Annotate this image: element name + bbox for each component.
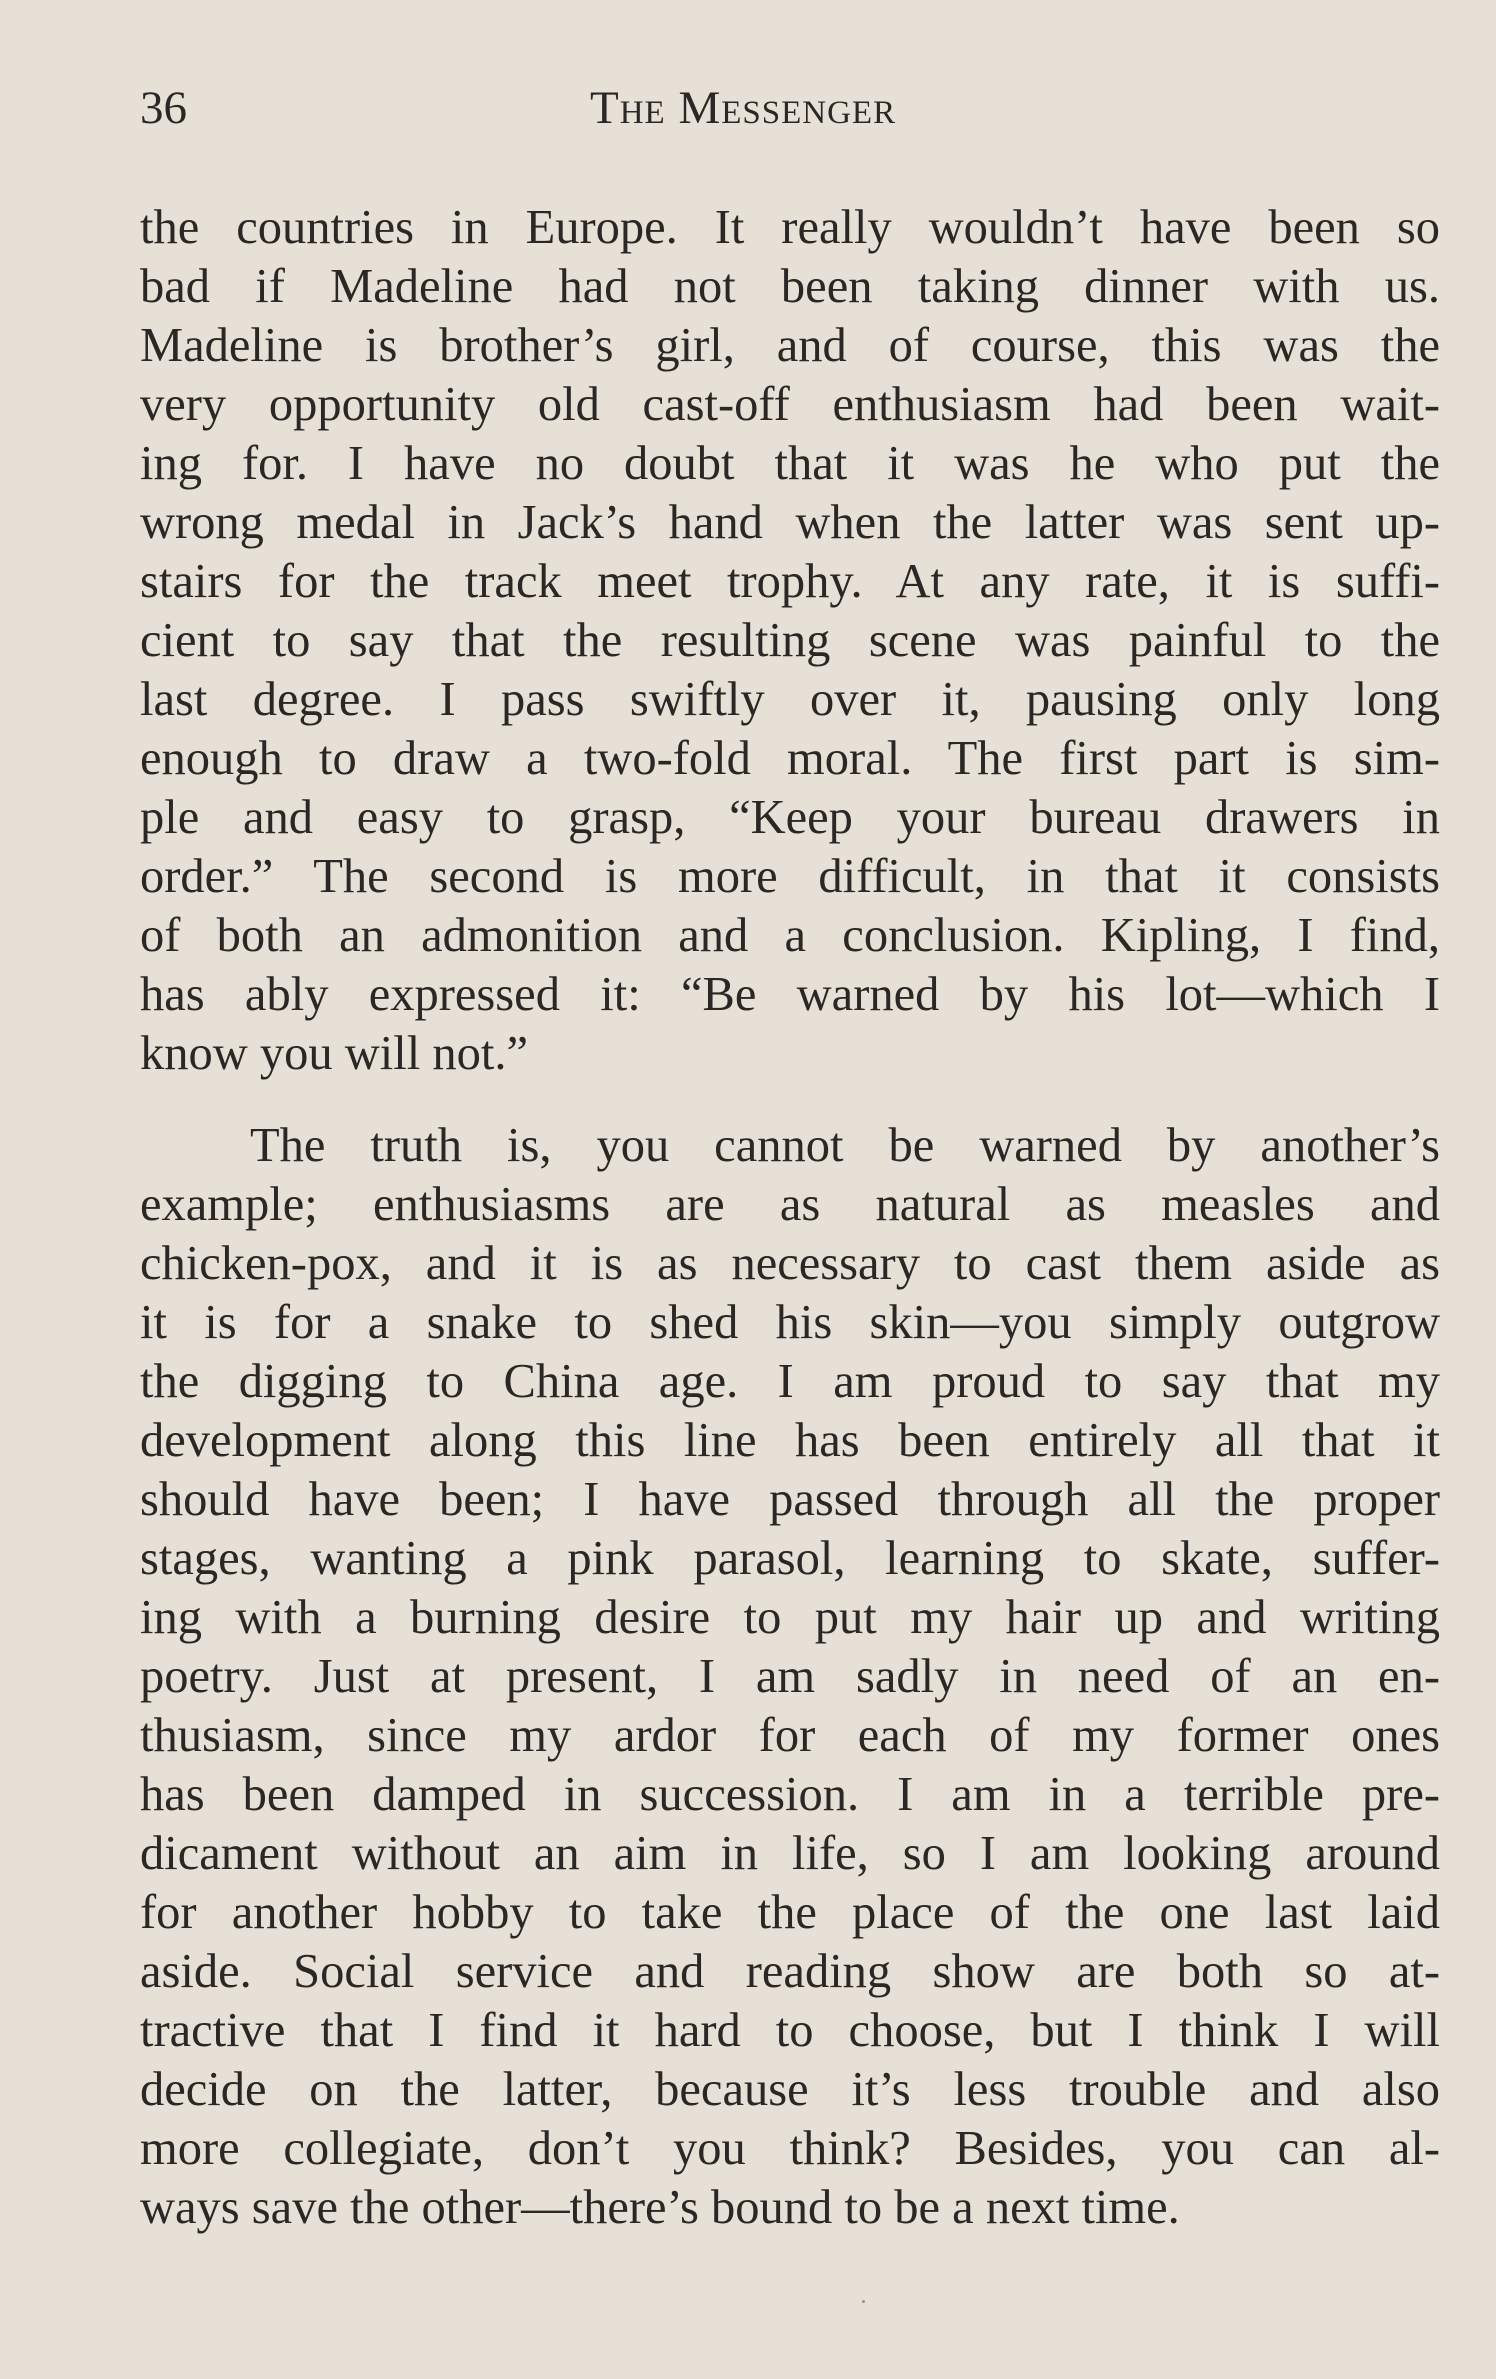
page-header	[140, 78, 1440, 138]
text-line: it is for a snake to shed his skin—you simply outgrow	[140, 1296, 1440, 1349]
page-number: 36	[140, 82, 187, 134]
text-line: ing for. I have no doubt that it was he who put the	[140, 437, 1440, 490]
paragraph-1	[140, 198, 1440, 1083]
text-line: decide on the latter, because it’s less trouble and also	[140, 2063, 1440, 2116]
text-line: for another hobby to take the place of the one last laid	[140, 1886, 1440, 1939]
text-line: stages, wanting a pink parasol, learning to skate, suffer-	[140, 1532, 1440, 1585]
text-line: the digging to China age. I am proud to say that my	[140, 1355, 1440, 1408]
text-line: has ably expressed it: “Be warned by his lot—which I	[140, 968, 1440, 1021]
text-line: has been damped in succession. I am in a terrible pre-	[140, 1768, 1440, 1821]
text-line: enough to draw a two-fold moral. The first part is sim-	[140, 732, 1440, 785]
text-line: The truth is, you cannot be warned by another’s	[250, 1119, 1440, 1172]
text-line: wrong medal in Jack’s hand when the latter was sent up-	[140, 496, 1440, 549]
text-line: should have been; I have passed through all the proper	[140, 1473, 1440, 1526]
text-line: last degree. I pass swiftly over it, pausing only long	[140, 673, 1440, 726]
text-line: example; enthusiasms are as natural as measles and	[140, 1178, 1440, 1231]
text-line: ple and easy to grasp, “Keep your bureau drawers in	[140, 791, 1440, 844]
body-text	[140, 198, 1440, 2237]
text-line: tractive that I find it hard to choose, but I think I will	[140, 2004, 1440, 2057]
text-line: thusiasm, since my ardor for each of my former ones	[140, 1709, 1440, 1762]
text-line: bad if Madeline had not been taking dinner with us.	[140, 260, 1440, 313]
text-line: order.” The second is more difficult, in that it consists	[140, 850, 1440, 903]
text-line: Madeline is brother’s girl, and of course, this was the	[140, 319, 1440, 372]
text-line: development along this line has been entirely all that it	[140, 1414, 1440, 1467]
text-line: ways save the other—there’s bound to be a next time.	[140, 2181, 1180, 2234]
text-line: of both an admonition and a conclusion. Kipling, I find,	[140, 909, 1440, 962]
paragraph-2	[140, 1116, 1440, 2237]
text-line: very opportunity old cast-off enthusiasm had been wait-	[140, 378, 1440, 431]
text-line: dicament without an aim in life, so I am looking around	[140, 1827, 1440, 1880]
text-line: more collegiate, don’t you think? Besides, you can al-	[140, 2122, 1440, 2175]
text-line: stairs for the track meet trophy. At any rate, it is suffi-	[140, 555, 1440, 608]
text-line: chicken-pox, and it is as necessary to cast them aside as	[140, 1237, 1440, 1290]
text-line: ing with a burning desire to put my hair up and writing	[140, 1591, 1440, 1644]
running-head: The Messenger	[590, 82, 897, 134]
text-line: poetry. Just at present, I am sadly in need of an en-	[140, 1650, 1440, 1703]
text-line: the countries in Europe. It really wouldn’t have been so	[140, 201, 1440, 254]
text-line: aside. Social service and reading show are both so at-	[140, 1945, 1440, 1998]
ink-speck	[862, 2300, 865, 2303]
text-line: know you will not.”	[140, 1027, 528, 1080]
text-line: cient to say that the resulting scene was painful to the	[140, 614, 1440, 667]
